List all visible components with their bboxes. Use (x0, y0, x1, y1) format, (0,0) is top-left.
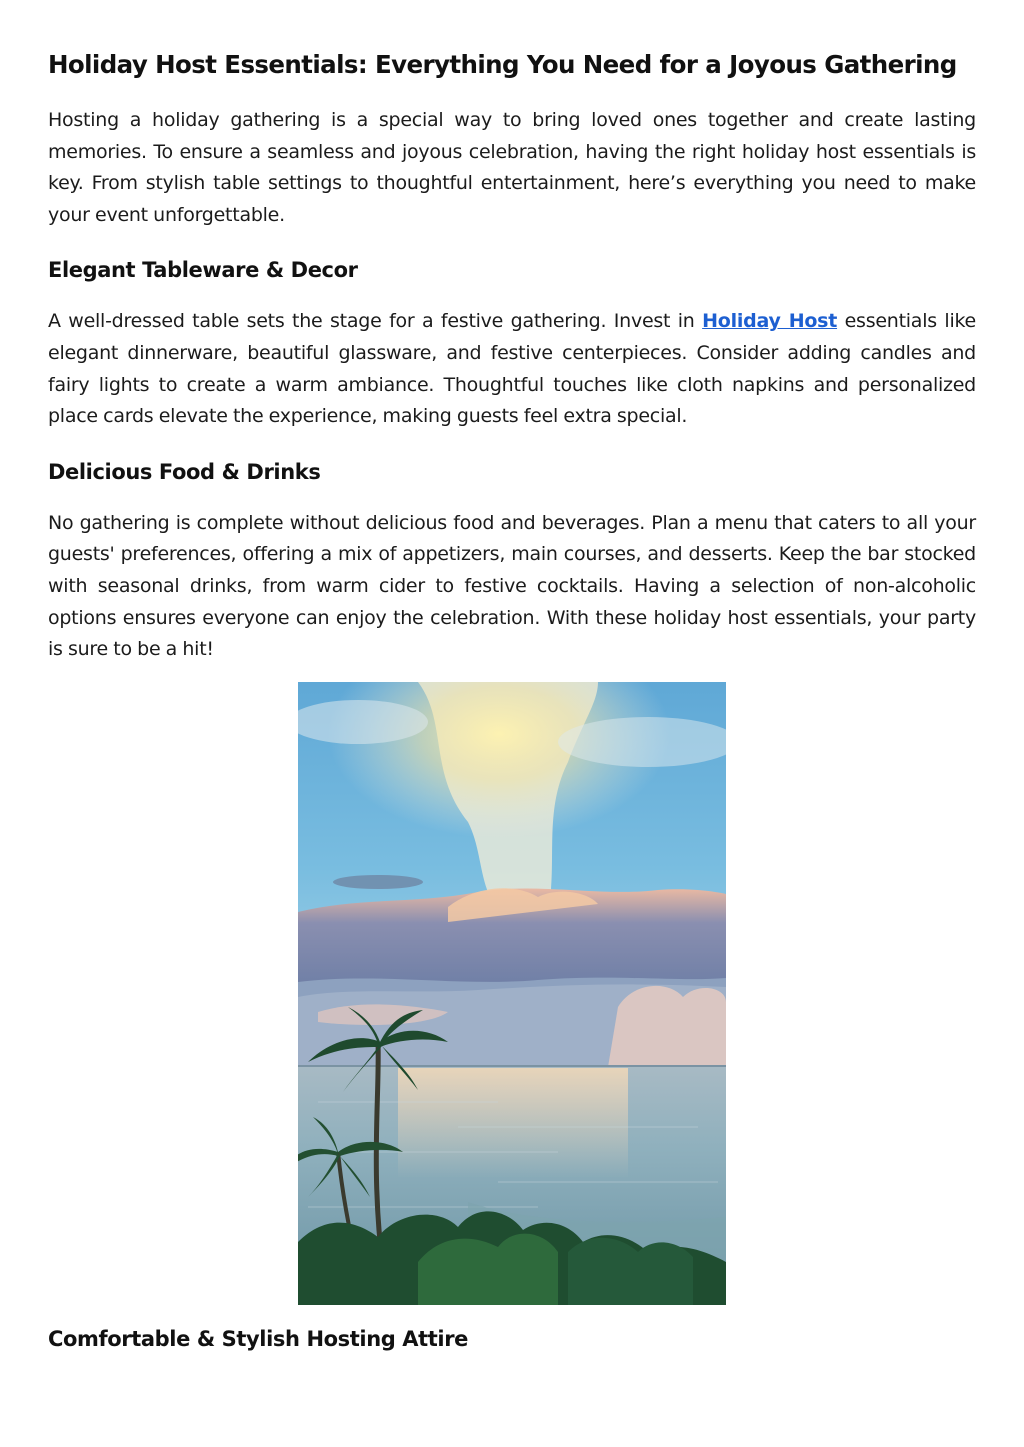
section-heading-food: Delicious Food & Drinks (48, 459, 321, 484)
section-heading-tableware: Elegant Tableware & Decor (48, 258, 358, 283)
article (48, 0, 976, 666)
ocean-sunset-photo (298, 682, 726, 1305)
tableware-paragraph (48, 306, 976, 432)
section-heading-attire: Comfortable & Stylish Hosting Attire (48, 1327, 469, 1351)
tableware-text-after-link: essentials like elegant dinnerware, beautiful glassware, and festive centerpieces. Consider adding candles and fairy lights to create a warm ambiance. Thoughtful touches like cloth napkins and personalized place cards elevate the experience, making guests feel extra special. (48, 310, 976, 428)
page-title: Holiday Host Essentials: Everything You Need for a Joyous Gathering (48, 50, 957, 79)
intro-paragraph: Hosting a holiday gathering is a special way to bring loved ones together and create lasting memories. To ensure a seamless and joyous celebration, having the right holiday host essentials is key. From stylish table settings to thoughtful entertainment, here’s everything you need to make your event unforgettable. (48, 109, 976, 226)
tableware-text-before-link: A well-dressed table sets the stage for a festive gathering. Invest in (48, 310, 703, 333)
holiday-host-link[interactable]: Holiday Host (702, 310, 838, 333)
food-paragraph: No gathering is complete without delicious food and beverages. Plan a menu that caters to all your guests' preferences, offering a mix of appetizers, main courses, and desserts. Keep the bar stocked with seasonal drinks, from warm cider to festive cocktails. Having a selection of non-alcoholic options ensures everyone can enjoy the celebration. With these holiday host essentials, your party is sure to be a hit! (48, 511, 976, 661)
